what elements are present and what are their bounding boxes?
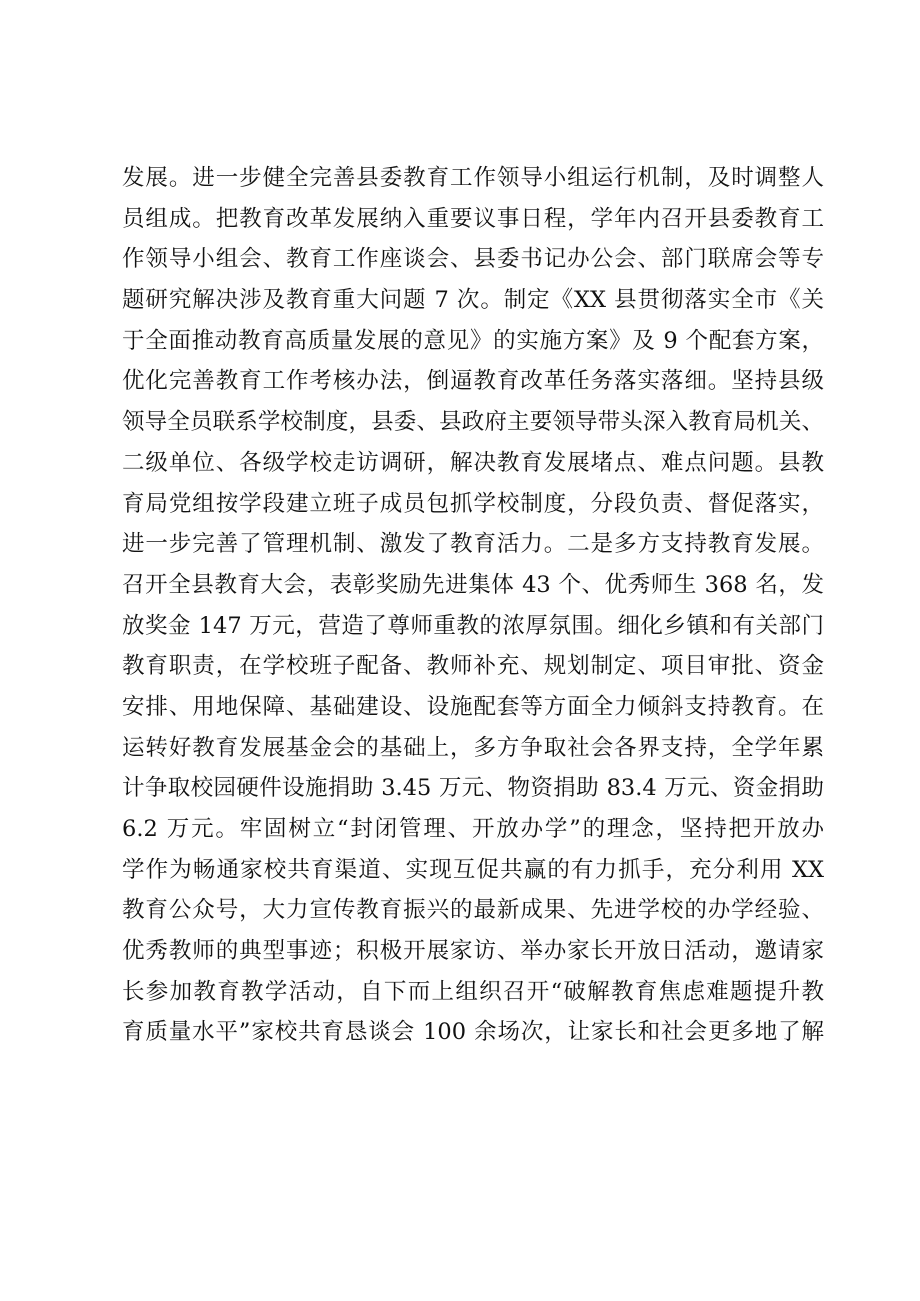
text-line: 育局党组按学段建立班子成员包抓学校制度，分段负责、督促落实， (122, 490, 824, 517)
text-line: 计争取校园硬件设施捐助 3.45 万元、物资捐助 83.4 万元、资金捐助 (122, 775, 824, 802)
text-line: 召开全县教育大会，表彰奖励先进集体 43 个、优秀师生 368 名，发 (122, 571, 824, 598)
body-paragraph (122, 158, 824, 1053)
text-line: 作领导小组会、教育工作座谈会、县委书记办公会、部门联席会等专 (122, 246, 824, 273)
text-line: 发展。进一步健全完善县委教育工作领导小组运行机制，及时调整人 (122, 165, 824, 191)
text-line: 优化完善教育工作考核办法，倒逼教育改革任务落实落细。坚持县级 (122, 368, 824, 395)
text-line: 题研究解决涉及教育重大问题 7 次。制定《XX 县贯彻落实全市《关 (122, 287, 824, 314)
text-line: 教育公众号，大力宣传教育振兴的最新成果、先进学校的办学经验、 (122, 897, 824, 924)
text-line: 二级单位、各级学校走访调研，解决教育发展堵点、难点问题。县教 (122, 449, 824, 476)
text-line: 育质量水平”家校共育恳谈会 100 余场次，让家长和社会更多地了解 (122, 1019, 824, 1046)
text-line: 长参加教育教学活动，自下而上组织召开“破解教育焦虑难题提升教 (122, 978, 824, 1005)
text-line: 于全面推动教育高质量发展的意见》的实施方案》及 9 个配套方案， (122, 327, 824, 354)
text-line: 优秀教师的典型事迹；积极开展家访、举办家长开放日活动，邀请家 (122, 938, 824, 965)
text-line: 放奖金 147 万元，营造了尊师重教的浓厚氛围。细化乡镇和有关部门 (122, 612, 824, 639)
text-line: 进一步完善了管理机制、激发了教育活力。二是多方支持教育发展。 (122, 531, 824, 558)
text-line: 领导全员联系学校制度，县委、县政府主要领导带头深入教育局机关、 (122, 409, 824, 436)
text-line: 学作为畅通家校共育渠道、实现互促共赢的有力抓手，充分利用 XX (122, 856, 824, 883)
text-line: 6.2 万元。牢固树立“封闭管理、开放办学”的理念，坚持把开放办 (122, 816, 824, 842)
text-line: 员组成。把教育改革发展纳入重要议事日程，学年内召开县委教育工 (122, 205, 824, 232)
text-line: 安排、用地保障、基础建设、设施配套等方面全力倾斜支持教育。在 (122, 693, 824, 720)
text-line: 运转好教育发展基金会的基础上，多方争取社会各界支持，全学年累 (122, 734, 824, 761)
text-line: 教育职责，在学校班子配备、教师补充、规划制定、项目审批、资金 (122, 653, 824, 680)
